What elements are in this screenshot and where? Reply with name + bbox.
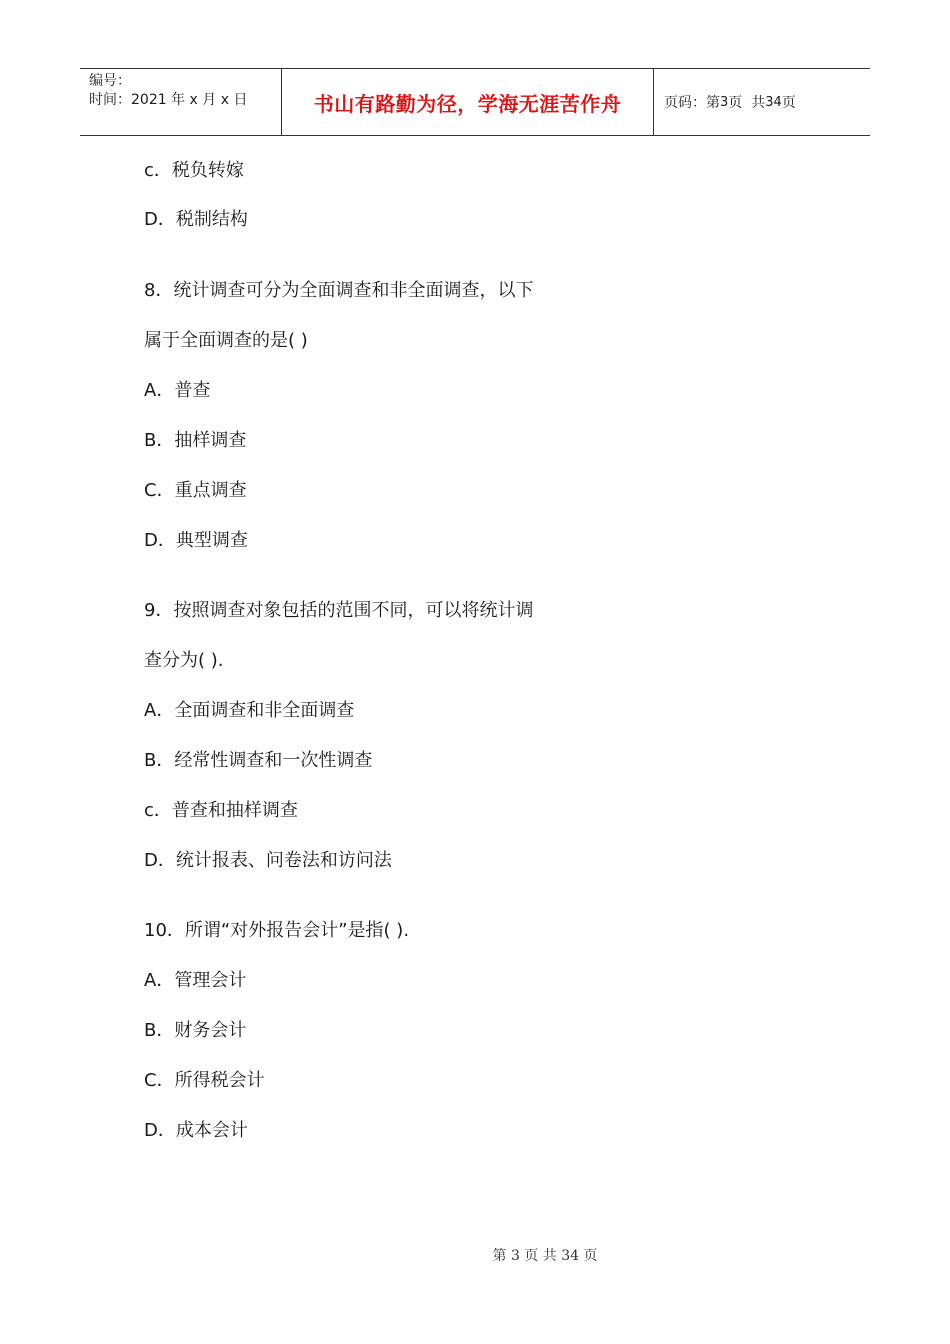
option-line: B．经常性调查和一次性调查 bbox=[144, 750, 373, 771]
page-mid: 页 共 bbox=[728, 95, 766, 111]
page-header bbox=[80, 68, 870, 136]
page-label: 页码：第 bbox=[664, 95, 720, 111]
page-number: 3 bbox=[720, 94, 729, 110]
date-text: 时间：2021 年 x 月 x 日 bbox=[89, 92, 248, 108]
option-line: A．全面调查和非全面调查 bbox=[144, 700, 355, 721]
option-line: c．普查和抽样调查 bbox=[144, 800, 298, 821]
page-end: 页 bbox=[781, 95, 796, 111]
question-line: 9．按照调查对象包括的范围不同，可以将统计调 bbox=[144, 600, 534, 621]
question-line: 属于全面调查的是( ) bbox=[144, 330, 308, 351]
option-line: c．税负转嫁 bbox=[144, 160, 244, 181]
header-page-info bbox=[654, 69, 870, 135]
option-line: C．所得税会计 bbox=[144, 1070, 265, 1091]
header-motto: 书山有路勤为径，学海无涯苦作舟 bbox=[282, 69, 654, 135]
option-line: B．财务会计 bbox=[144, 1020, 247, 1041]
option-line: D．典型调查 bbox=[144, 530, 248, 551]
page-total: 34 bbox=[765, 94, 782, 110]
option-line: D．成本会计 bbox=[144, 1120, 248, 1141]
option-line: D．税制结构 bbox=[144, 209, 248, 230]
serial-label: 编号： bbox=[89, 73, 131, 89]
option-line: A．普查 bbox=[144, 380, 211, 401]
option-line: A．管理会计 bbox=[144, 970, 247, 991]
header-meta bbox=[80, 69, 282, 135]
page-footer: 第 3 页 共 34 页 bbox=[492, 1248, 598, 1264]
question-line: 查分为( ). bbox=[144, 650, 224, 671]
option-line: D．统计报表、问卷法和访问法 bbox=[144, 850, 392, 871]
option-line: C．重点调查 bbox=[144, 480, 247, 501]
question-line: 10．所谓“对外报告会计”是指( ). bbox=[144, 920, 410, 941]
option-line: B．抽样调查 bbox=[144, 430, 247, 451]
question-line: 8．统计调查可分为全面调查和非全面调查，以下 bbox=[144, 280, 534, 301]
